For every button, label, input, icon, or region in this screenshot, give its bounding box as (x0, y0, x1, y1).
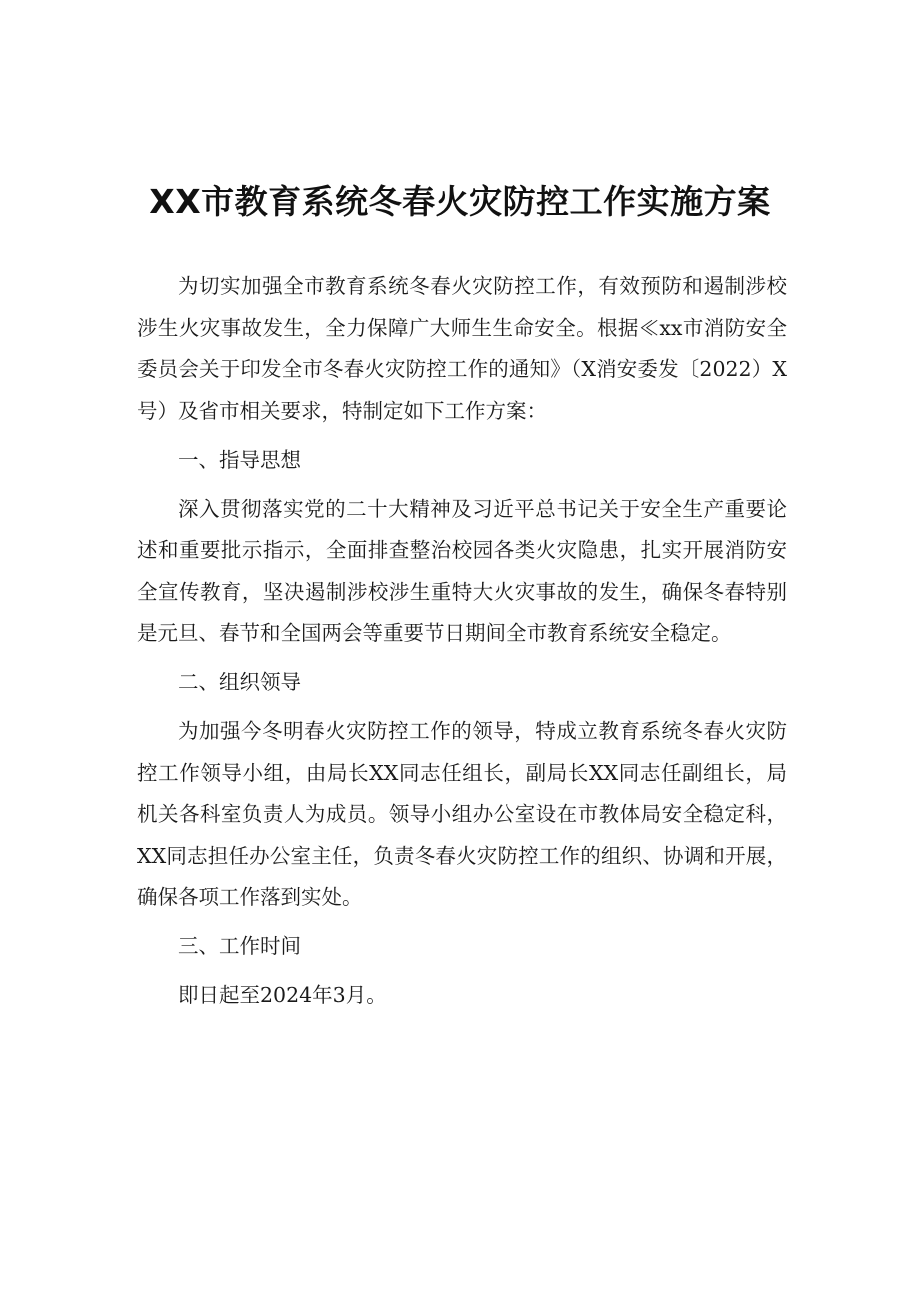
document-title: XX市教育系统冬春火灾防控工作实施方案 (149, 182, 771, 221)
section-text-work-period: 即日起至2024年3月。 (178, 983, 387, 1007)
section-heading-guiding-principle: 一、指导思想 (178, 447, 301, 472)
section-heading-work-period: 三、工作时间 (178, 934, 301, 958)
document-body (137, 266, 787, 1024)
section-text-guiding-principle: 深入贯彻落实党的二十大精神及习近平总书记关于安全生产重要论述和重要批示指示，全面排查整治校园各类火灾隐患，扎实开展消防安全宣传教育，坚决遏制涉校涉生重特大火灾事故的发生，确保冬春特别是元旦、春节和全国两会等重要节日期间全市教育系统安全稳定。 (137, 496, 787, 645)
intro-paragraph: 为切实加强全市教育系统冬春火灾防控工作，有效预防和遏制涉校涉生火灾事故发生，全力保障广大师生生命安全。根据≪xx市消防安全委员会关于印发全市冬春火灾防控工作的通知》（X消安委发〔2022）X号）及省市相关要求，特制定如下工作方案： (137, 274, 787, 423)
section-heading-organization: 二、组织领导 (178, 670, 301, 694)
section-text-organization: 为加强今冬明春火灾防控工作的领导，特成立教育系统冬春火灾防控工作领导小组，由局长XX同志任组长，副局长XX同志任副组长，局机关各科室负责人为成员。领导小组办公室设在市教体局安全稳定科，XX同志担任办公室主任，负责冬春火灾防控工作的组织、协调和开展，确保各项工作落到实处。 (137, 719, 787, 909)
